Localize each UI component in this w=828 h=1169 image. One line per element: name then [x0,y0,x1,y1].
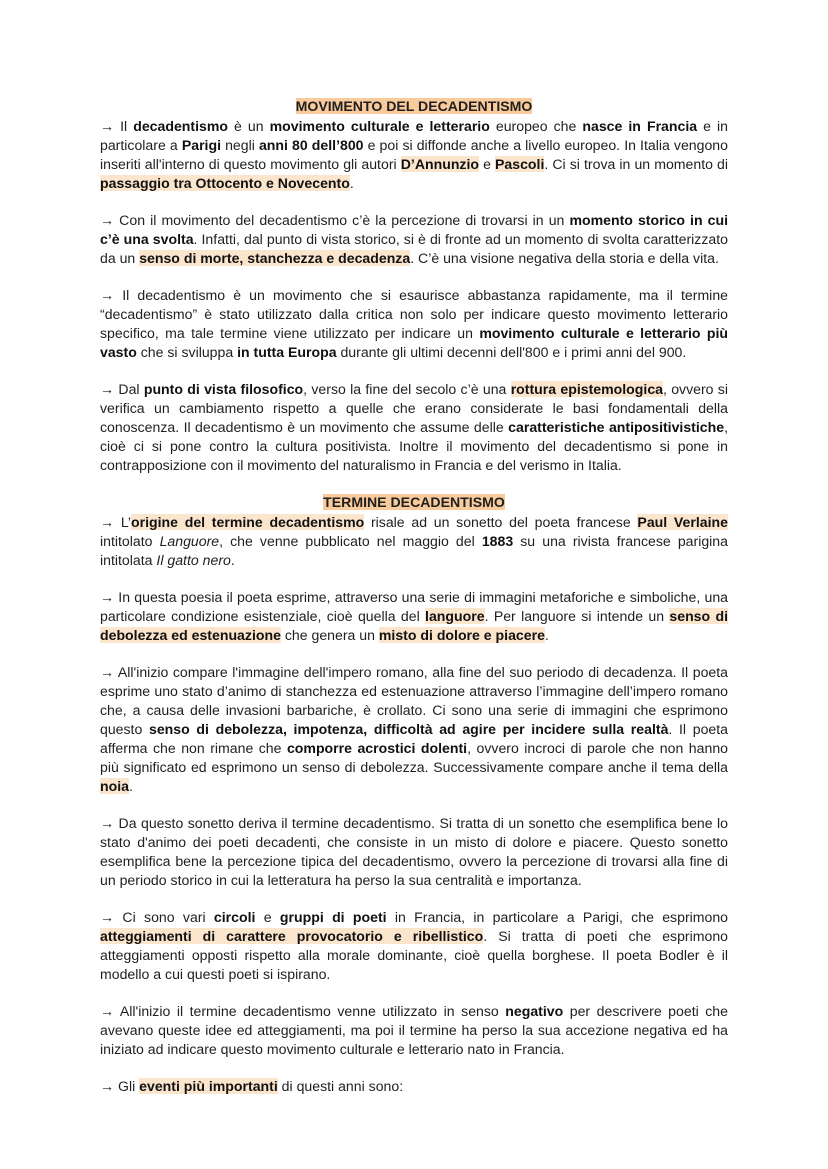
text-run: per descrivere poeti che avevano queste idee ed atteggiamenti, ma poi il termine ha perso la sua accezione negativa ed ha iniziato ad indicare questo movimento culturale e letterario nato in Francia. [100,1003,728,1057]
text-run: che genera un [280,627,379,643]
bold-text: senso di debolezza, impotenza, difficoltà ad agire per incidere sulla realtà [149,721,669,737]
text-run: in Francia, in particolare a Parigi, che esprimono [386,909,729,925]
highlighted-text: eventi più importanti [139,1078,278,1094]
paragraph [100,663,728,796]
text-run: . Infatti, dal punto di vista storico, si è di fronte ad un momento di svolta caratterizzato da un [100,231,728,266]
highlighted-text: noia [100,778,129,794]
bold-text: momento storico in cui c’è una svolta [100,212,729,247]
paragraph [100,380,728,475]
paragraph [100,1077,728,1096]
text-run: e poi si diffonde anche a livello europeo. In Italia vengono inseriti all'interno di questo movimento gli autori [100,137,728,172]
section-termine-body [100,513,728,1096]
text-run: negli [221,137,259,153]
text-run: . Ci si trova in un momento di [544,156,728,172]
text-run: → All'inizio compare l'immagine dell'impero romano, alla fine del suo periodo di decadenza. Il poeta esprime uno stato d’animo di stanchezza ed estenuazione attraverso l’immagine dell’impero romano che, a causa delle invasioni barbariche, è crollato. Ci sono una serie di immagini che esprimono questo [100,664,728,737]
text-run: → L’ [100,514,132,530]
paragraph [100,117,728,193]
text-run: → Il decadentismo è un movimento che si esaurisce abbastanza rapidamente, ma il termine “decadentismo” è stato utilizzato dalla critica non solo per indicare questo movimento letterario specifico, ma tale termine viene utilizzato per indicare un [100,287,728,341]
highlighted-text: Pascoli [495,156,545,172]
paragraph [100,1002,728,1059]
bold-text: anni 80 dell’800 [258,137,364,153]
bold-text: circoli [213,909,256,925]
text-run: . [128,778,133,794]
text-run: . C’è una visione negativa della storia e della vita. [410,250,719,266]
italic-text: Il gatto nero [156,552,231,568]
paragraph [100,513,728,570]
text-run: , che venne pubblicato nel maggio del [219,533,482,549]
bold-text: negativo [505,1003,564,1019]
text-run: e [479,156,495,172]
text-run: → Da questo sonetto deriva il termine decadentismo. Si tratta di un sonetto che esemplifica bene lo stato d'animo dei poeti decadenti, che consiste in un misto di dolore e piacere. Questo sonetto esemplifica bene la percezione tipica del decadentismo, ovvero la percezione di trovarsi alla fine di un periodo storico in cui la letteratura ha perso la sua centralità e importanza. [100,815,728,888]
section-movimento-body [100,117,728,475]
bold-text: 1883 [481,533,514,549]
text-run: intitolato [100,533,160,549]
text-run: → Gli [100,1078,140,1094]
bold-text: decadentismo [133,118,228,134]
text-run: . Si tratta di poeti che esprimono atteggiamenti opposti rispetto alla morale dominante, cioè quella borghese. Il poeta Bodler è il modello a cui questi poeti si ispirano. [100,928,728,982]
highlighted-text: senso di morte, stanchezza e decadenza [139,250,411,266]
highlighted-text: D’Annunzio [400,156,479,172]
paragraph [100,814,728,890]
bold-text: movimento culturale e letterario [269,118,490,134]
paragraph [100,286,728,362]
bold-text: in tutta Europa [237,344,337,360]
text-run: → Con il movimento del decadentismo c’è la percezione di trovarsi in un [100,212,570,228]
bold-text: comporre acrostici dolenti [286,740,468,756]
text-run: , verso la fine del secolo c’è una [303,381,511,397]
text-run: risale ad un sonetto del poeta francese [364,514,638,530]
text-run: e [255,909,280,925]
highlighted-text: senso di debolezza ed estenuazione [100,608,728,643]
text-run: è un [228,118,270,134]
text-run: . [230,552,235,568]
text-run: europeo che [489,118,583,134]
section-title-movimento [100,97,728,116]
text-run: → Il [100,118,134,134]
text-run: su una rivista francese parigina intitolata [100,533,728,568]
highlighted-text: Paul Verlaine [637,514,728,530]
highlighted-text: origine del termine decadentismo [131,514,365,530]
document-page [100,97,728,1096]
italic-text: Languore [159,533,220,549]
bold-text: gruppi di poeti [279,909,387,925]
text-run: durante gli ultimi decenni dell'800 e i primi anni del 900. [336,344,687,360]
text-run: → All'inizio il termine decadentismo venne utilizzato in senso [100,1003,506,1019]
section-title-movimento-text: MOVIMENTO DEL DECADENTISMO [295,98,533,114]
highlighted-text: atteggiamenti di carattere provocatorio e ribellistico [100,928,484,944]
section-title-termine-text: TERMINE DECADENTISMO [323,494,505,510]
bold-text: caratteristiche antipositivistiche [508,419,725,435]
text-run: → In questa poesia il poeta esprime, attraverso una serie di immagini metaforiche e simboliche, una particolare condizione esistenziale, cioè quella del [100,589,728,624]
bold-text: movimento culturale e letterario più vasto [100,325,728,360]
bold-text: nasce in Francia [582,118,698,134]
paragraph [100,588,728,645]
text-run: → Dal [100,381,144,397]
text-run: , cioè ci si pone contro la cultura positivista. Inoltre il movimento del decadentismo si pone in contrapposizione con il movimento del naturalismo in Francia e del verismo in Italia. [100,419,728,473]
text-run: che si sviluppa [136,344,238,360]
text-run: → Ci sono vari [100,909,214,925]
bold-text: Parigi [181,137,221,153]
text-run: , ovvero si verifica un cambiamento rispetto a quelle che erano considerate le basi fondamentali della conoscenza. Il decadentismo è un movimento che assume delle [100,381,728,435]
highlighted-text: rottura epistemologica [510,381,663,397]
text-run: . Per languore si intende un [484,608,670,624]
text-run: . [349,175,354,191]
bold-text: punto di vista filosofico [143,381,304,397]
text-run: e in particolare a [100,118,728,153]
paragraph [100,908,728,984]
text-run: . [544,627,549,643]
section-title-termine [100,493,728,512]
text-run: . Il poeta afferma che non rimane che [100,721,728,756]
highlighted-text: languore [425,608,485,624]
text-run: di questi anni sono: [277,1078,404,1094]
highlighted-text: misto di dolore e piacere [378,627,545,643]
text-run: , ovvero incroci di parole che non hanno più significato ed esprimono un senso di debolezza. Successivamente compare anche il tema della [100,740,728,775]
highlighted-text: passaggio tra Ottocento e Novecento [100,175,350,191]
paragraph [100,211,728,268]
